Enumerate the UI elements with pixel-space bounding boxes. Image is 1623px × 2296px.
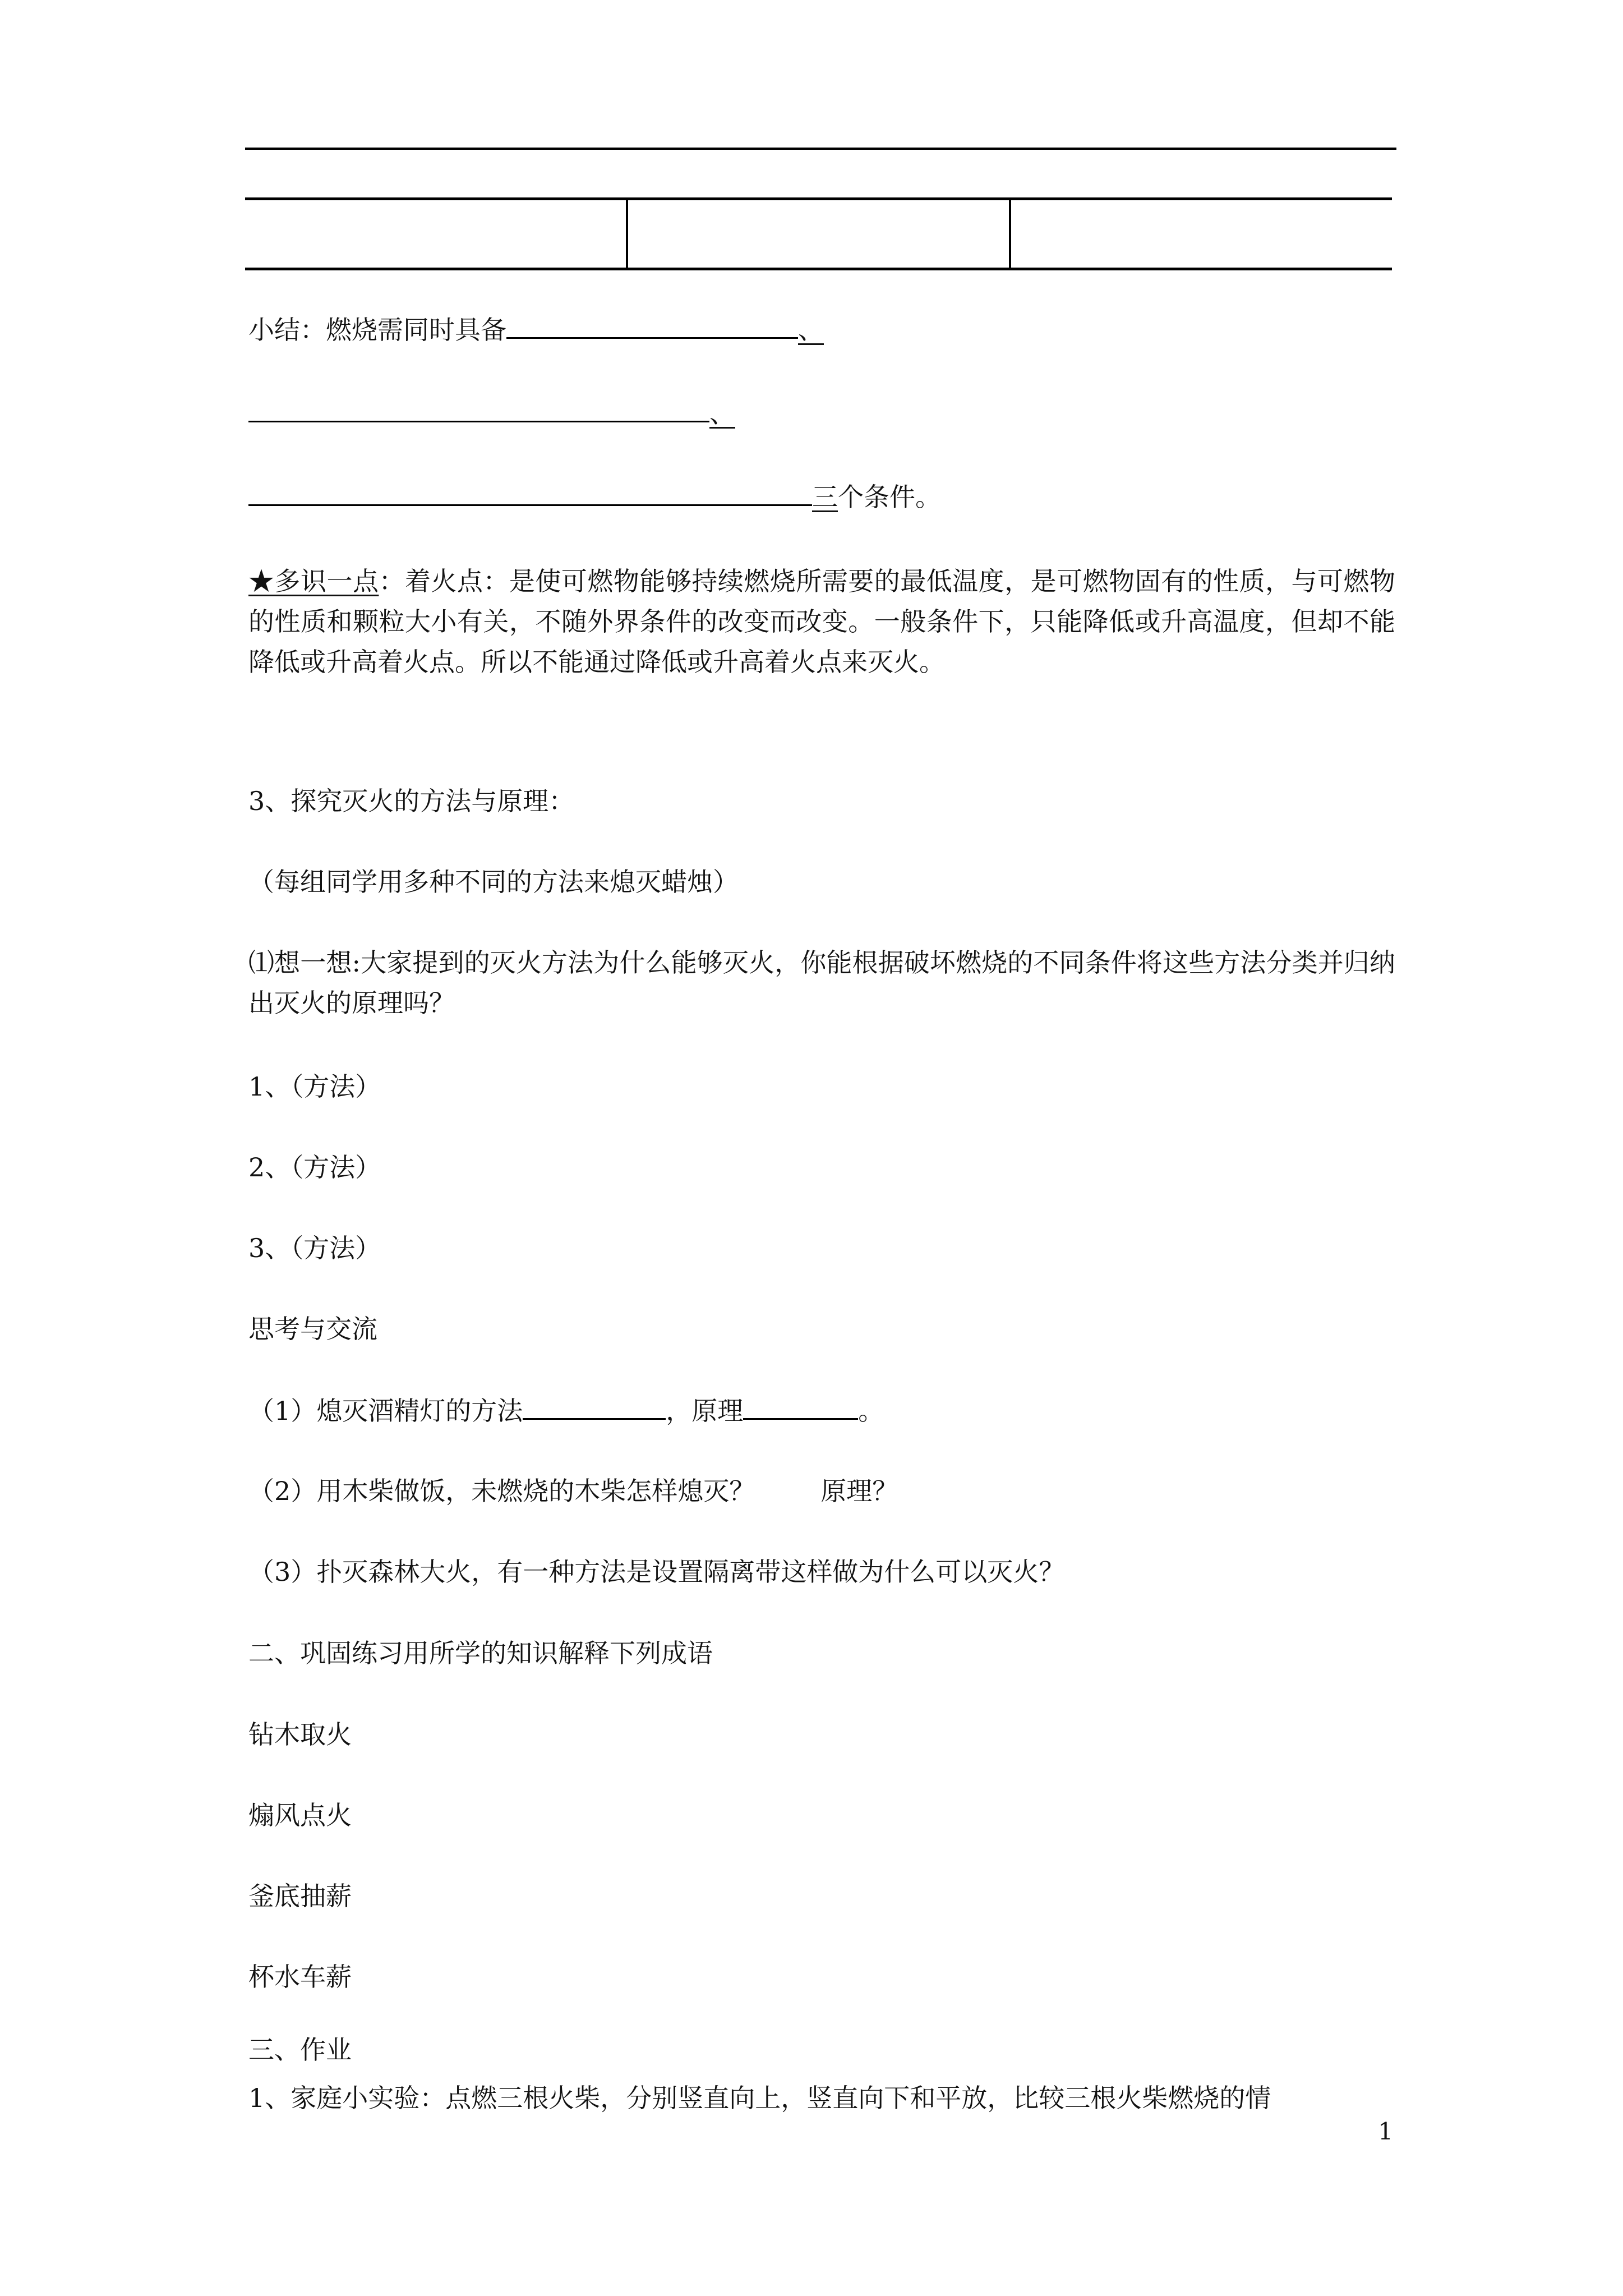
header-rule xyxy=(245,148,1396,150)
summary-line-3 xyxy=(248,480,941,514)
idiom-item: 釜底抽薪 xyxy=(248,1881,352,1911)
section3-question: ⑴想一想:大家提到的灭火方法为什么能够灭火，你能根据破坏燃烧的不同条件将这些方法分类并归纳出灭火的原理吗？ xyxy=(248,947,1395,1018)
table-cell xyxy=(1009,200,1392,268)
idiom-item: 煽风点火 xyxy=(248,1800,352,1830)
table-cell xyxy=(245,200,626,268)
q1-text: 。 xyxy=(858,1396,884,1426)
fill-blank xyxy=(743,1393,858,1420)
discussion-q2: （2）用木柴做饭，未燃烧的木柴怎样熄灭？ 原理？ xyxy=(248,1476,898,1506)
fill-blank xyxy=(248,396,709,422)
fill-blank xyxy=(506,312,798,339)
summary-prefix: 小结：燃烧需同时具备 xyxy=(248,315,506,345)
summary-suffix: 个条件。 xyxy=(838,482,941,512)
idiom-item: 钻木取火 xyxy=(248,1719,352,1750)
table-cell xyxy=(626,200,1009,268)
q1-text: ，原理 xyxy=(666,1396,744,1426)
page-number: 1 xyxy=(1378,2118,1393,2145)
homework-item: 1、家庭小实验：点燃三根火柴，分别竖直向上，竖直向下和平放，比较三根火柴燃烧的情 xyxy=(248,2083,1271,2113)
blank-table xyxy=(245,197,1392,270)
knowledge-heading: ★多识一点 xyxy=(248,566,379,596)
summary-sep: 、 xyxy=(798,315,824,345)
method-item: 1、（方法） xyxy=(248,1071,381,1102)
fill-blank xyxy=(523,1393,666,1420)
summary-line-2 xyxy=(248,396,735,430)
idiom-item: 杯水车薪 xyxy=(248,1962,352,1992)
fill-blank xyxy=(248,480,812,506)
discussion-q3: （3）扑灭森林大火，有一种方法是设置隔离带这样做为什么可以灭火？ xyxy=(248,1557,1065,1587)
summary-sep: 、 xyxy=(709,398,735,429)
summary-underlined-word: 三 xyxy=(812,482,838,512)
practice-title: 二、巩固练习用所学的知识解释下列成语 xyxy=(248,1638,713,1668)
section3-note: （每组同学用多种不同的方法来熄灭蜡烛） xyxy=(248,867,739,897)
discussion-title: 思考与交流 xyxy=(248,1314,377,1344)
summary-line-1 xyxy=(248,312,824,347)
section3-title: 3、探究灭火的方法与原理： xyxy=(248,786,575,816)
knowledge-paragraph xyxy=(248,561,1395,682)
discussion-q1 xyxy=(248,1393,884,1428)
method-item: 2、（方法） xyxy=(248,1152,381,1182)
q1-text: （1）熄灭酒精灯的方法 xyxy=(248,1396,523,1426)
method-item: 3、（方法） xyxy=(248,1233,381,1263)
homework-title: 三、作业 xyxy=(248,2035,352,2065)
knowledge-body: ：着火点：是使可燃物能够持续燃烧所需要的最低温度，是可燃物固有的性质，与可燃物的性质和颗粒大小有关，不随外界条件的改变而改变。一般条件下，只能降低或升高温度，但却不能降低或升高着火点。所以不能通过降低或升高着火点来灭火。 xyxy=(248,566,1396,677)
